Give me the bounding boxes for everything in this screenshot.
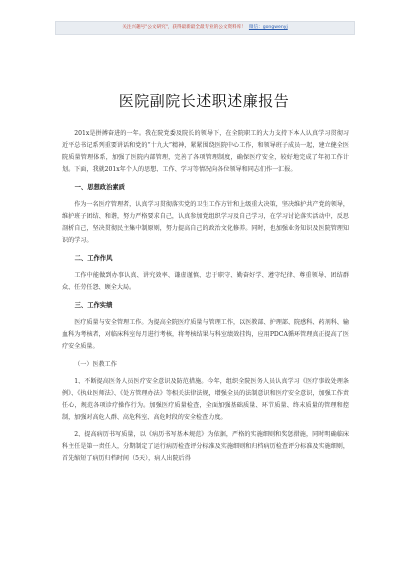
document-body — [62, 128, 349, 465]
section-heading-political: 一、思想政治素质 — [74, 184, 125, 191]
section-body-style: 工作中能做到办事认真、讲究效率、谦虚谨慎、忠于职守、勤奋好学、遵守纪律、尊重领导、团结群众、任劳任怨、顾全大局。 — [62, 272, 349, 291]
promo-banner-text: 关注兴趣号"公文研究"，获得最新最全最专业的公文资料库！ — [122, 25, 246, 30]
intro-paragraph: 201x是拼搏奋进的一年。我在院党委及院长的领导下，在全院职工的大力支持下本人认真学习贯彻习近平总书记系列重要讲话和党的“十九大”精神，紧紧围绕医院中心工作，和领导班子成员一起，建立健全医院质量管理体系，加强了医院内部管理，完善了各项管理制度，确保医疗安全，较好地完成了年初工作计划。下面，我就201x年个人的思想、工作、学习等情况向各位领导和同志们作一汇报。 — [62, 130, 349, 173]
section-body-achievements: 医疗质量与安全管理工作。为提高全院医疗质量与管理工作，以医教部、护理部、院感科、药剂科、输血科为考核者，对临床科室每月进行考核，将考核结果与科室绩效挂钩，应用PDCA循环管理真正提高了医疗安全质量。 — [62, 319, 349, 350]
list-item: 2、提高病历书写质量，以《病历书写基本规范》为依据，严格的实施细则和奖惩措施，同时明确临床科主任是第一责任人，分期制定了运行病历检查评分标准及实施细则和归档病历检查评分标准及实施细则，首先缩短了病历归档时间（5天），病人出院后得 — [62, 431, 349, 462]
subsection-heading-medical: （一）医教工作 — [74, 361, 117, 368]
section-body-political: 作为一名医疗管理者，认真学习贯彻落实党的卫生工作方针和上级重大决策，坚决维护共产党的领导，维护班子团结、和谐，努力严格要求自己，认真参加党组织学习及自己学习，在学习讨论落实活动中，反思剖析自己，坚决贯彻民主集中制原则，努力提高自己的政治文化修养。同时，也加强业务知识及医院管理知识的学习。 — [62, 201, 349, 244]
section-heading-achievements: 三、工作实绩 — [74, 302, 113, 309]
section-heading-style: 二、工作作风 — [74, 255, 113, 262]
promo-banner[interactable] — [55, 21, 355, 35]
document-title: 医院副院长述职述廉报告 — [118, 92, 290, 110]
list-item: 1、不断提高医务人员医疗安全意识及防范措施。今年，组织全院医务人员认真学习《医疗事故处理条例》、《执业医师法》、《处方管理办法》等相关法律法规，增强全员的法制意识和医疗安全意识，加强工作责任心，规范各项诊疗操作行为。加强医疗质量检查，全面加强基础质量、环节质量、终末质量的管理和控制，加强对高危人群、高危科室、高危时段的安全检查力度。 — [62, 378, 349, 421]
promo-banner-link[interactable]: 微信：gongwenyj — [248, 25, 288, 30]
